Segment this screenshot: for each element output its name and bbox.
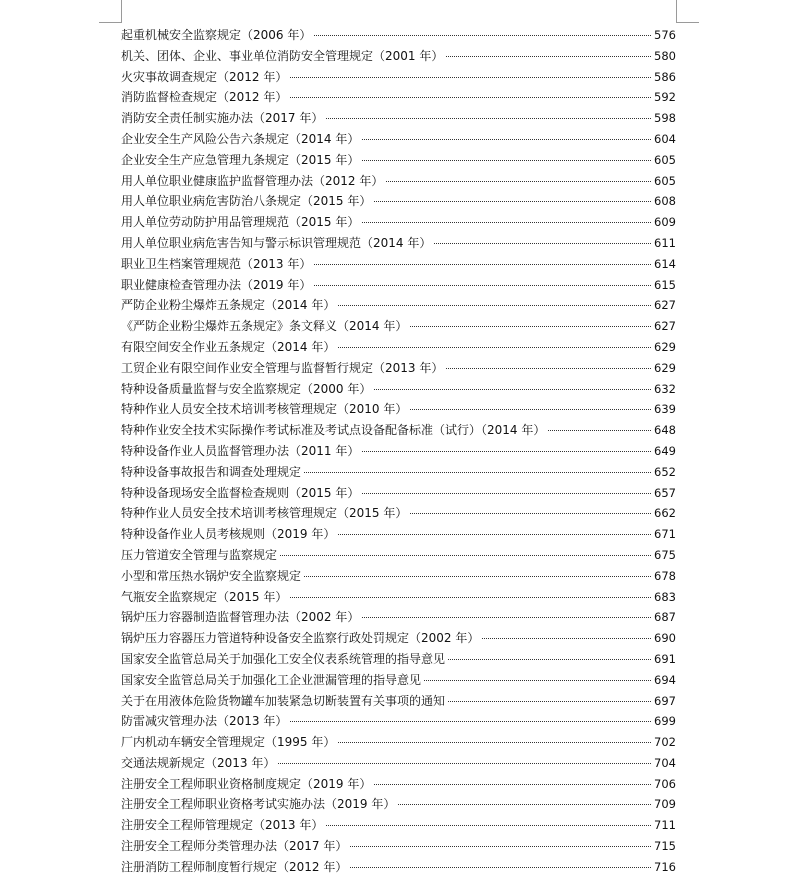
toc-entry[interactable] — [121, 628, 676, 649]
toc-page-number: 629 — [654, 339, 676, 354]
toc-page-number: 627 — [654, 319, 676, 334]
toc-dot-leader — [290, 596, 651, 598]
toc-entry[interactable] — [121, 399, 676, 420]
toc-entry-title: 特种设备质量监督与安全监察规定（2000 年） — [121, 381, 372, 396]
toc-entry-title: 防雷减灾管理办法（2013 年） — [121, 714, 288, 729]
toc-entry-title: 锅炉压力容器压力管道特种设备安全监察行政处罚规定（2002 年） — [121, 631, 480, 646]
toc-dot-leader — [314, 34, 651, 36]
toc-dot-leader — [374, 200, 651, 202]
toc-dot-leader — [448, 658, 651, 660]
toc-dot-leader — [338, 741, 651, 743]
toc-page-number: 605 — [654, 173, 676, 188]
toc-dot-leader — [326, 117, 651, 119]
toc-page-number: 683 — [654, 589, 676, 604]
toc-dot-leader — [548, 429, 651, 431]
toc-entry-title: 国家安全监管总局关于加强化工安全仪表系统管理的指导意见 — [121, 651, 446, 666]
toc-page-number: 598 — [654, 111, 676, 126]
toc-page-number: 648 — [654, 423, 676, 438]
toc-entry[interactable] — [121, 483, 676, 504]
toc-entry-title: 火灾事故调查规定（2012 年） — [121, 69, 288, 84]
toc-dot-leader — [280, 554, 651, 556]
toc-page-number: 709 — [654, 797, 676, 812]
toc-entry[interactable] — [121, 607, 676, 628]
toc-page-number: 675 — [654, 547, 676, 562]
toc-dot-leader — [362, 138, 651, 140]
toc-page-number: 716 — [654, 859, 676, 874]
toc-entry-title: 注册安全工程师管理规定（2013 年） — [121, 818, 324, 833]
toc-page-number: 614 — [654, 256, 676, 271]
toc-entry-title: 企业安全生产风险公告六条规定（2014 年） — [121, 131, 360, 146]
toc-dot-leader — [410, 512, 651, 514]
toc-dot-leader — [278, 762, 651, 764]
toc-dot-leader — [314, 263, 651, 265]
toc-dot-leader — [314, 284, 651, 286]
toc-dot-leader — [338, 533, 651, 535]
toc-entry[interactable] — [121, 503, 676, 524]
toc-entry[interactable] — [121, 545, 676, 566]
toc-entry-title: 特种设备作业人员监督管理办法（2011 年） — [121, 443, 360, 458]
toc-page-number: 691 — [654, 651, 676, 666]
toc-entry[interactable] — [121, 732, 676, 753]
toc-entry[interactable] — [121, 794, 676, 815]
toc-entry[interactable] — [121, 129, 676, 150]
toc-page-number: 690 — [654, 631, 676, 646]
toc-entry-title: 职业卫生档案管理规范（2013 年） — [121, 256, 312, 271]
toc-entry-title: 机关、团体、企业、事业单位消防安全管理规定（2001 年） — [121, 48, 444, 63]
toc-page-number: 604 — [654, 131, 676, 146]
toc-entry[interactable] — [121, 524, 676, 545]
toc-dot-leader — [362, 221, 651, 223]
toc-dot-leader — [290, 720, 651, 722]
toc-page-number: 586 — [654, 69, 676, 84]
toc-entry-title: 起重机械安全监察规定（2006 年） — [121, 28, 312, 42]
toc-entry[interactable] — [121, 649, 676, 670]
toc-entry-title: 职业健康检查管理办法（2019 年） — [121, 277, 312, 292]
toc-page-number: 706 — [654, 776, 676, 791]
toc-dot-leader — [410, 325, 651, 327]
toc-dot-leader — [398, 803, 651, 805]
toc-entry[interactable] — [121, 711, 676, 732]
toc-entry-title: 压力管道安全管理与监察规定 — [121, 547, 278, 562]
toc-entry-title: 特种设备事故报告和调查处理规定 — [121, 464, 302, 479]
toc-page-number: 639 — [654, 402, 676, 417]
toc-entry[interactable] — [121, 691, 676, 712]
toc-dot-leader — [446, 55, 651, 57]
toc-entry-title: 注册安全工程师分类管理办法（2017 年） — [121, 839, 348, 854]
toc-dot-leader — [434, 242, 651, 244]
toc-page-number: 687 — [654, 610, 676, 625]
toc-entry-title: 消防监督检查规定（2012 年） — [121, 90, 288, 105]
page-corner-mark-right — [676, 0, 699, 23]
toc-entry[interactable] — [121, 233, 676, 254]
toc-page-number: 627 — [654, 298, 676, 313]
toc-entry[interactable] — [121, 150, 676, 171]
toc-dot-leader — [338, 346, 651, 348]
toc-page-number: 697 — [654, 693, 676, 708]
toc-entry-title: 关于在用液体危险货物罐车加装紧急切断装置有关事项的通知 — [121, 693, 446, 708]
toc-entry-title: 特种作业人员安全技术培训考核管理规定（2010 年） — [121, 402, 408, 417]
toc-entry-title: 用人单位职业健康监护监督管理办法（2012 年） — [121, 173, 384, 188]
toc-entry-title: 严防企业粉尘爆炸五条规定（2014 年） — [121, 298, 336, 313]
toc-entry-title: 气瓶安全监察规定（2015 年） — [121, 589, 288, 604]
toc-page-number: 704 — [654, 755, 676, 770]
toc-page-number: 609 — [654, 215, 676, 230]
toc-dot-leader — [410, 408, 651, 410]
toc-entry-title: 注册消防工程师制度暂行规定（2012 年） — [121, 859, 348, 874]
toc-entry[interactable] — [121, 46, 676, 67]
toc-dot-leader — [362, 616, 651, 618]
toc-entry[interactable] — [121, 295, 676, 316]
toc-entry[interactable] — [121, 774, 676, 795]
table-of-contents — [121, 25, 676, 878]
toc-page-number: 694 — [654, 672, 676, 687]
toc-page-number: 649 — [654, 443, 676, 458]
toc-entry-title: 用人单位职业病危害告知与警示标识管理规范（2014 年） — [121, 235, 432, 250]
toc-dot-leader — [362, 492, 651, 494]
toc-entry[interactable] — [121, 254, 676, 275]
toc-entry-title: 注册安全工程师职业资格制度规定（2019 年） — [121, 776, 372, 791]
toc-dot-leader — [290, 76, 651, 78]
toc-entry-title: 特种作业安全技术实际操作考试标准及考试点设备配备标准（试行）（2014 年） — [121, 423, 546, 438]
toc-entry[interactable] — [121, 171, 676, 192]
toc-page-number: 615 — [654, 277, 676, 292]
toc-entry[interactable] — [121, 275, 676, 296]
toc-page-number: 632 — [654, 381, 676, 396]
toc-entry-title: 企业安全生产应急管理九条规定（2015 年） — [121, 152, 360, 167]
toc-entry-title: 有限空间安全作业五条规定（2014 年） — [121, 339, 336, 354]
toc-entry-title: 特种设备现场安全监督检查规则（2015 年） — [121, 485, 360, 500]
toc-page-number: 699 — [654, 714, 676, 729]
toc-dot-leader — [424, 679, 651, 681]
toc-entry[interactable] — [121, 337, 676, 358]
toc-entry[interactable] — [121, 67, 676, 88]
toc-entry-title: 注册安全工程师职业资格考试实施办法（2019 年） — [121, 797, 396, 812]
toc-entry-title: 交通法规新规定（2013 年） — [121, 755, 276, 770]
toc-dot-leader — [448, 700, 651, 702]
toc-entry-title: 用人单位劳动防护用品管理规范（2015 年） — [121, 215, 360, 230]
toc-entry[interactable] — [121, 358, 676, 379]
toc-dot-leader — [290, 96, 651, 98]
toc-entry-title: 厂内机动车辆安全管理规定（1995 年） — [121, 735, 336, 750]
toc-entry-title: 消防安全责任制实施办法（2017 年） — [121, 111, 324, 126]
toc-dot-leader — [338, 304, 651, 306]
toc-page-number: 576 — [654, 28, 676, 42]
toc-page-number: 580 — [654, 48, 676, 63]
toc-page-number: 592 — [654, 90, 676, 105]
toc-page-number: 671 — [654, 527, 676, 542]
toc-page-number: 715 — [654, 839, 676, 854]
toc-dot-leader — [374, 388, 651, 390]
toc-entry-title: 小型和常压热水锅炉安全监察规定 — [121, 568, 302, 583]
toc-page-number: 608 — [654, 194, 676, 209]
toc-entry[interactable] — [121, 566, 676, 587]
toc-dot-leader — [374, 783, 651, 785]
toc-entry[interactable] — [121, 108, 676, 129]
toc-dot-leader — [326, 824, 651, 826]
toc-entry[interactable] — [121, 462, 676, 483]
toc-entry-title: 国家安全监管总局关于加强化工企业泄漏管理的指导意见 — [121, 672, 422, 687]
toc-page-number: 629 — [654, 360, 676, 375]
toc-dot-leader — [304, 575, 651, 577]
toc-entry-title: 特种设备作业人员考核规则（2019 年） — [121, 527, 336, 542]
toc-page-number: 657 — [654, 485, 676, 500]
toc-page-number: 711 — [654, 818, 676, 833]
toc-page-number: 605 — [654, 152, 676, 167]
toc-dot-leader — [482, 637, 651, 639]
toc-entry-title: 《严防企业粉尘爆炸五条规定》条文释义（2014 年） — [121, 319, 408, 334]
toc-entry[interactable] — [121, 670, 676, 691]
toc-page-number: 662 — [654, 506, 676, 521]
toc-entry[interactable] — [121, 316, 676, 337]
toc-entry-title: 特种作业人员安全技术培训考核管理规定（2015 年） — [121, 506, 408, 521]
toc-dot-leader — [304, 471, 651, 473]
toc-entry[interactable] — [121, 87, 676, 108]
toc-entry[interactable] — [121, 836, 676, 857]
toc-entry[interactable] — [121, 25, 676, 46]
toc-entry-title: 工贸企业有限空间作业安全管理与监督暂行规定（2013 年） — [121, 360, 444, 375]
page-corner-mark-left — [99, 0, 122, 23]
toc-entry[interactable] — [121, 753, 676, 774]
toc-dot-leader — [362, 450, 651, 452]
toc-entry[interactable] — [121, 420, 676, 441]
toc-entry-title: 锅炉压力容器制造监督管理办法（2002 年） — [121, 610, 360, 625]
toc-page-number: 702 — [654, 735, 676, 750]
toc-entry[interactable] — [121, 587, 676, 608]
toc-dot-leader — [386, 180, 651, 182]
toc-dot-leader — [350, 845, 651, 847]
toc-entry[interactable] — [121, 212, 676, 233]
toc-page-number: 652 — [654, 464, 676, 479]
toc-dot-leader — [350, 866, 651, 868]
toc-entry[interactable] — [121, 857, 676, 878]
toc-entry[interactable] — [121, 441, 676, 462]
toc-entry[interactable] — [121, 815, 676, 836]
toc-page-number: 611 — [654, 235, 676, 250]
toc-entry[interactable] — [121, 379, 676, 400]
toc-entry[interactable] — [121, 191, 676, 212]
toc-dot-leader — [362, 159, 651, 161]
toc-entry-title: 用人单位职业病危害防治八条规定（2015 年） — [121, 194, 372, 209]
toc-page-number: 678 — [654, 568, 676, 583]
toc-dot-leader — [446, 367, 651, 369]
